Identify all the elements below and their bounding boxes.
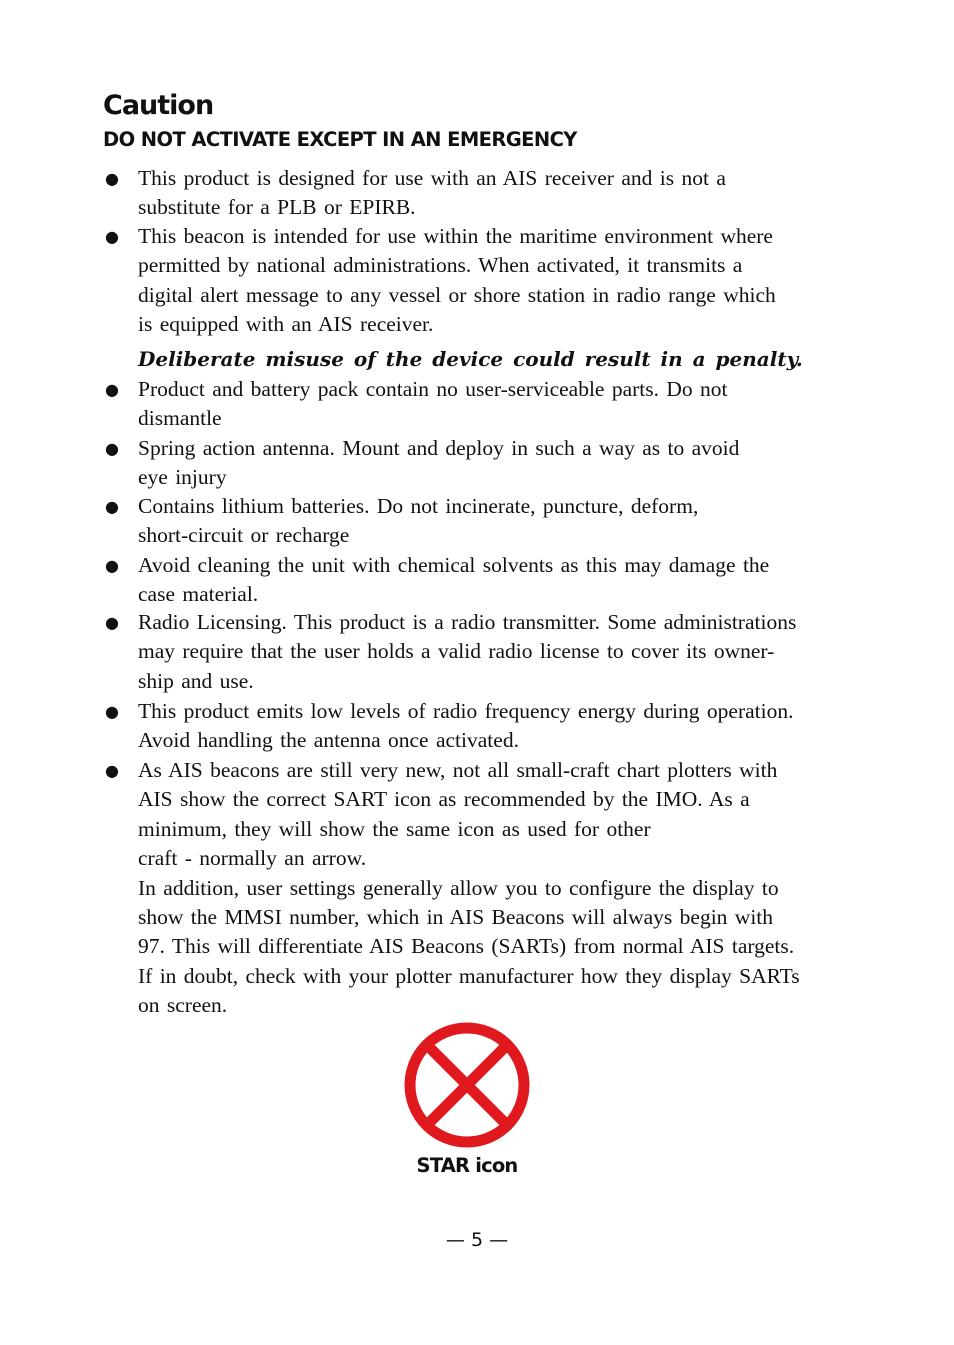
page-heading: Caution	[103, 90, 214, 121]
caution-item-text: Avoid cleaning the unit with chemical solvents as this may damage the case material.	[138, 553, 770, 607]
misuse-penalty-warning: Deliberate misuse of the device could result in a penalty.	[138, 347, 803, 371]
bullet-icon: ●	[105, 169, 119, 188]
caution-item-text: This product emits low levels of radio frequency energy during operation. Avoid handling the antenna once activated.	[138, 699, 794, 753]
bullet-icon: ●	[105, 613, 119, 632]
page-number: — 5 —	[445, 1229, 509, 1251]
bullet-icon: ●	[105, 556, 119, 575]
bullet-icon: ●	[105, 439, 119, 458]
figure-caption: STAR icon	[416, 1154, 518, 1177]
bullet-icon: ●	[105, 761, 119, 780]
bullet-icon: ●	[105, 227, 119, 246]
caution-item-text: Contains lithium batteries. Do not incinerate, puncture, deform, short-circuit or recharge	[138, 494, 699, 548]
sart-icon	[402, 1020, 532, 1150]
bullet-icon: ●	[105, 702, 119, 721]
emergency-warning-subheading: DO NOT ACTIVATE EXCEPT IN AN EMERGENCY	[103, 128, 577, 151]
bullet-icon: ●	[105, 380, 119, 399]
caution-item-text: This product is designed for use with an AIS receiver and is not a substitute for a PLB or EPIRB.	[138, 166, 726, 220]
caution-item-text: This beacon is intended for use within the maritime environment where permitted by national administrations. When activated, it transmits a digital alert message to any vessel or shore station in radio range which is equipped with an AIS receiver.	[138, 224, 776, 337]
caution-item-text: As AIS beacons are still very new, not all small-craft chart plotters with AIS show the correct SART icon as recommended by the IMO. As a minimum, they will show the same icon as used for other craft - normally an arrow. In addition, user settings generally allow you to configure the display to show the MMSI number, which in AIS Beacons will always begin with 97. This will differentiate AIS Beacons (SARTs) from normal AIS targets. If in doubt, check with your plotter manufacturer how they display SARTs on screen.	[138, 758, 800, 1018]
caution-item-text: Product and battery pack contain no user-serviceable parts. Do not dismantle	[138, 377, 728, 431]
bullet-icon: ●	[105, 497, 119, 516]
caution-item-text: Radio Licensing. This product is a radio transmitter. Some administrations may require that the user holds a valid radio license to cover its owner- ship and use.	[138, 610, 797, 693]
caution-item-text: Spring action antenna. Mount and deploy in such a way as to avoid eye injury	[138, 436, 740, 490]
